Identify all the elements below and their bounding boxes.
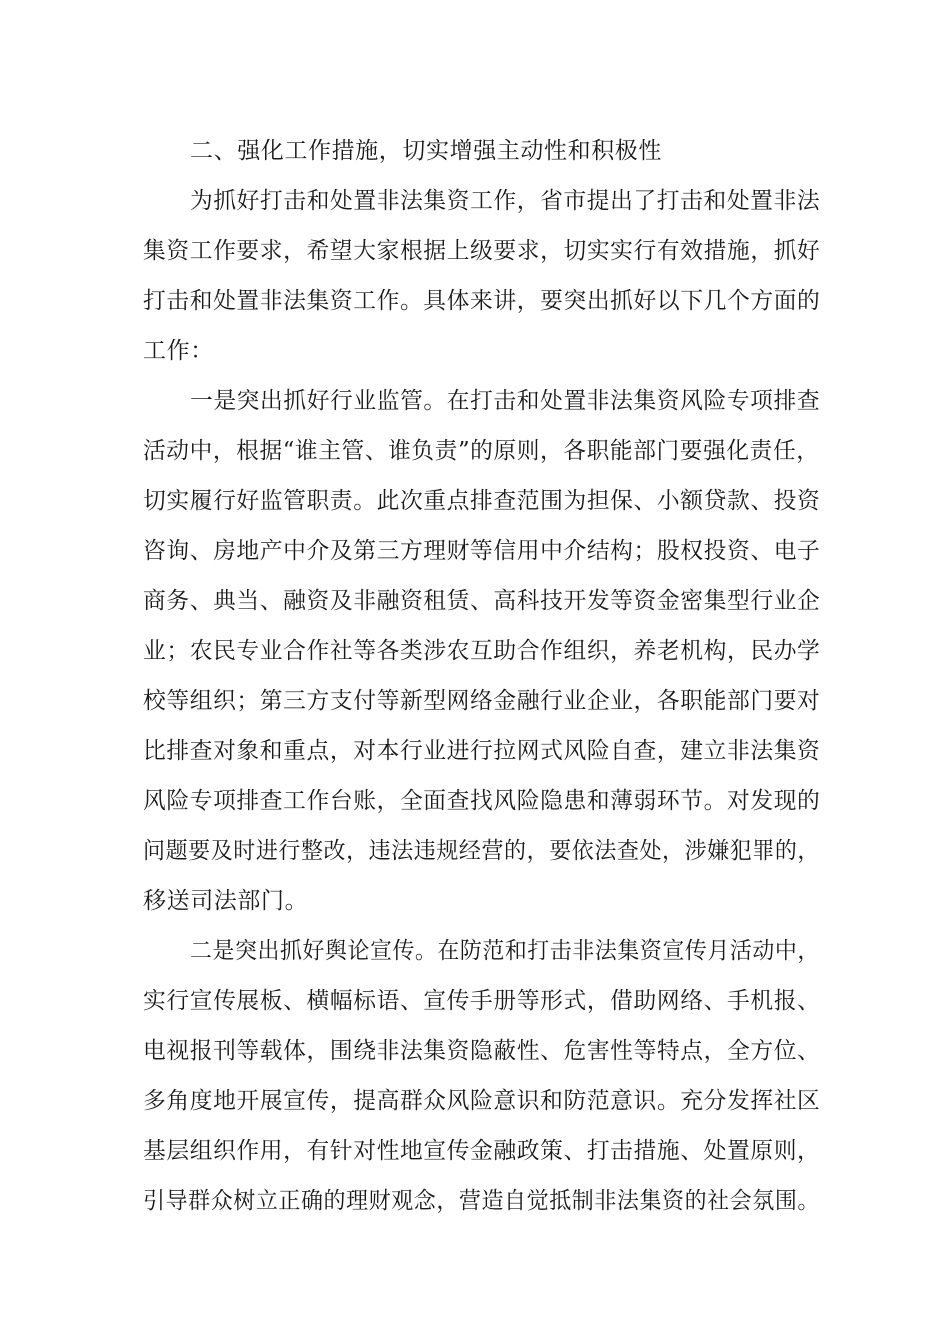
paragraph-line: 业；农民专业合作社等各类涉农互助合作组织，养老机构，民办学 xyxy=(143,638,821,664)
paragraph-line: 二是突出抓好舆论宣传。在防范和打击非法集资宣传月活动中， xyxy=(190,938,820,964)
paragraph-line: 切实履行好监管职责。此次重点排查范围为担保、小额贷款、投资 xyxy=(143,488,821,514)
paragraph-line: 比排查对象和重点，对本行业进行拉网式风险自查，建立非法集资 xyxy=(143,738,821,764)
paragraph-line: 移送司法部门。 xyxy=(143,888,309,914)
paragraph-line: 一是突出抓好行业监管。在打击和处置非法集资风险专项排查 xyxy=(190,388,821,414)
paragraph-line: 集资工作要求，希望大家根据上级要求，切实实行有效措施，抓好 xyxy=(143,238,821,264)
paragraph-line: 电视报刊等载体，围绕非法集资隐蔽性、危害性等特点，全方位、 xyxy=(143,1038,821,1064)
paragraph-line: 校等组织；第三方支付等新型网络金融行业企业，各职能部门要对 xyxy=(143,688,821,714)
paragraph-line: 为抓好打击和处置非法集资工作，省市提出了打击和处置非法 xyxy=(190,188,821,214)
paragraph-line: 商务、典当、融资及非融资租赁、高科技开发等资金密集型行业企 xyxy=(143,588,821,614)
section-heading: 二、强化工作措施，切实增强主动性和积极性 xyxy=(190,138,662,164)
paragraph-line: 风险专项排查工作台账，全面查找风险隐患和薄弱环节。对发现的 xyxy=(143,788,821,814)
paragraph-line: 基层组织作用，有针对性地宣传金融政策、打击措施、处置原则， xyxy=(143,1138,821,1164)
paragraph-line: 引导群众树立正确的理财观念，营造自觉抵制非法集资的社会氛围。 xyxy=(143,1188,820,1214)
paragraph-line: 实行宣传展板、横幅标语、宣传手册等形式，借助网络、手机报、 xyxy=(143,988,821,1014)
paragraph-line: 多角度地开展宣传，提高群众风险意识和防范意识。充分发挥社区 xyxy=(143,1088,821,1114)
paragraph-line: 活动中，根据“谁主管、谁负责”的原则，各职能部门要强化责任， xyxy=(143,438,820,464)
paragraph-line: 咨询、房地产中介及第三方理财等信用中介结构；股权投资、电子 xyxy=(143,538,821,564)
paragraph-line: 工作： xyxy=(143,338,214,364)
paragraph-line: 问题要及时进行整改，违法违规经营的，要依法查处，涉嫌犯罪的， xyxy=(143,838,820,864)
paragraph-line: 打击和处置非法集资工作。具体来讲，要突出抓好以下几个方面的 xyxy=(143,288,821,314)
